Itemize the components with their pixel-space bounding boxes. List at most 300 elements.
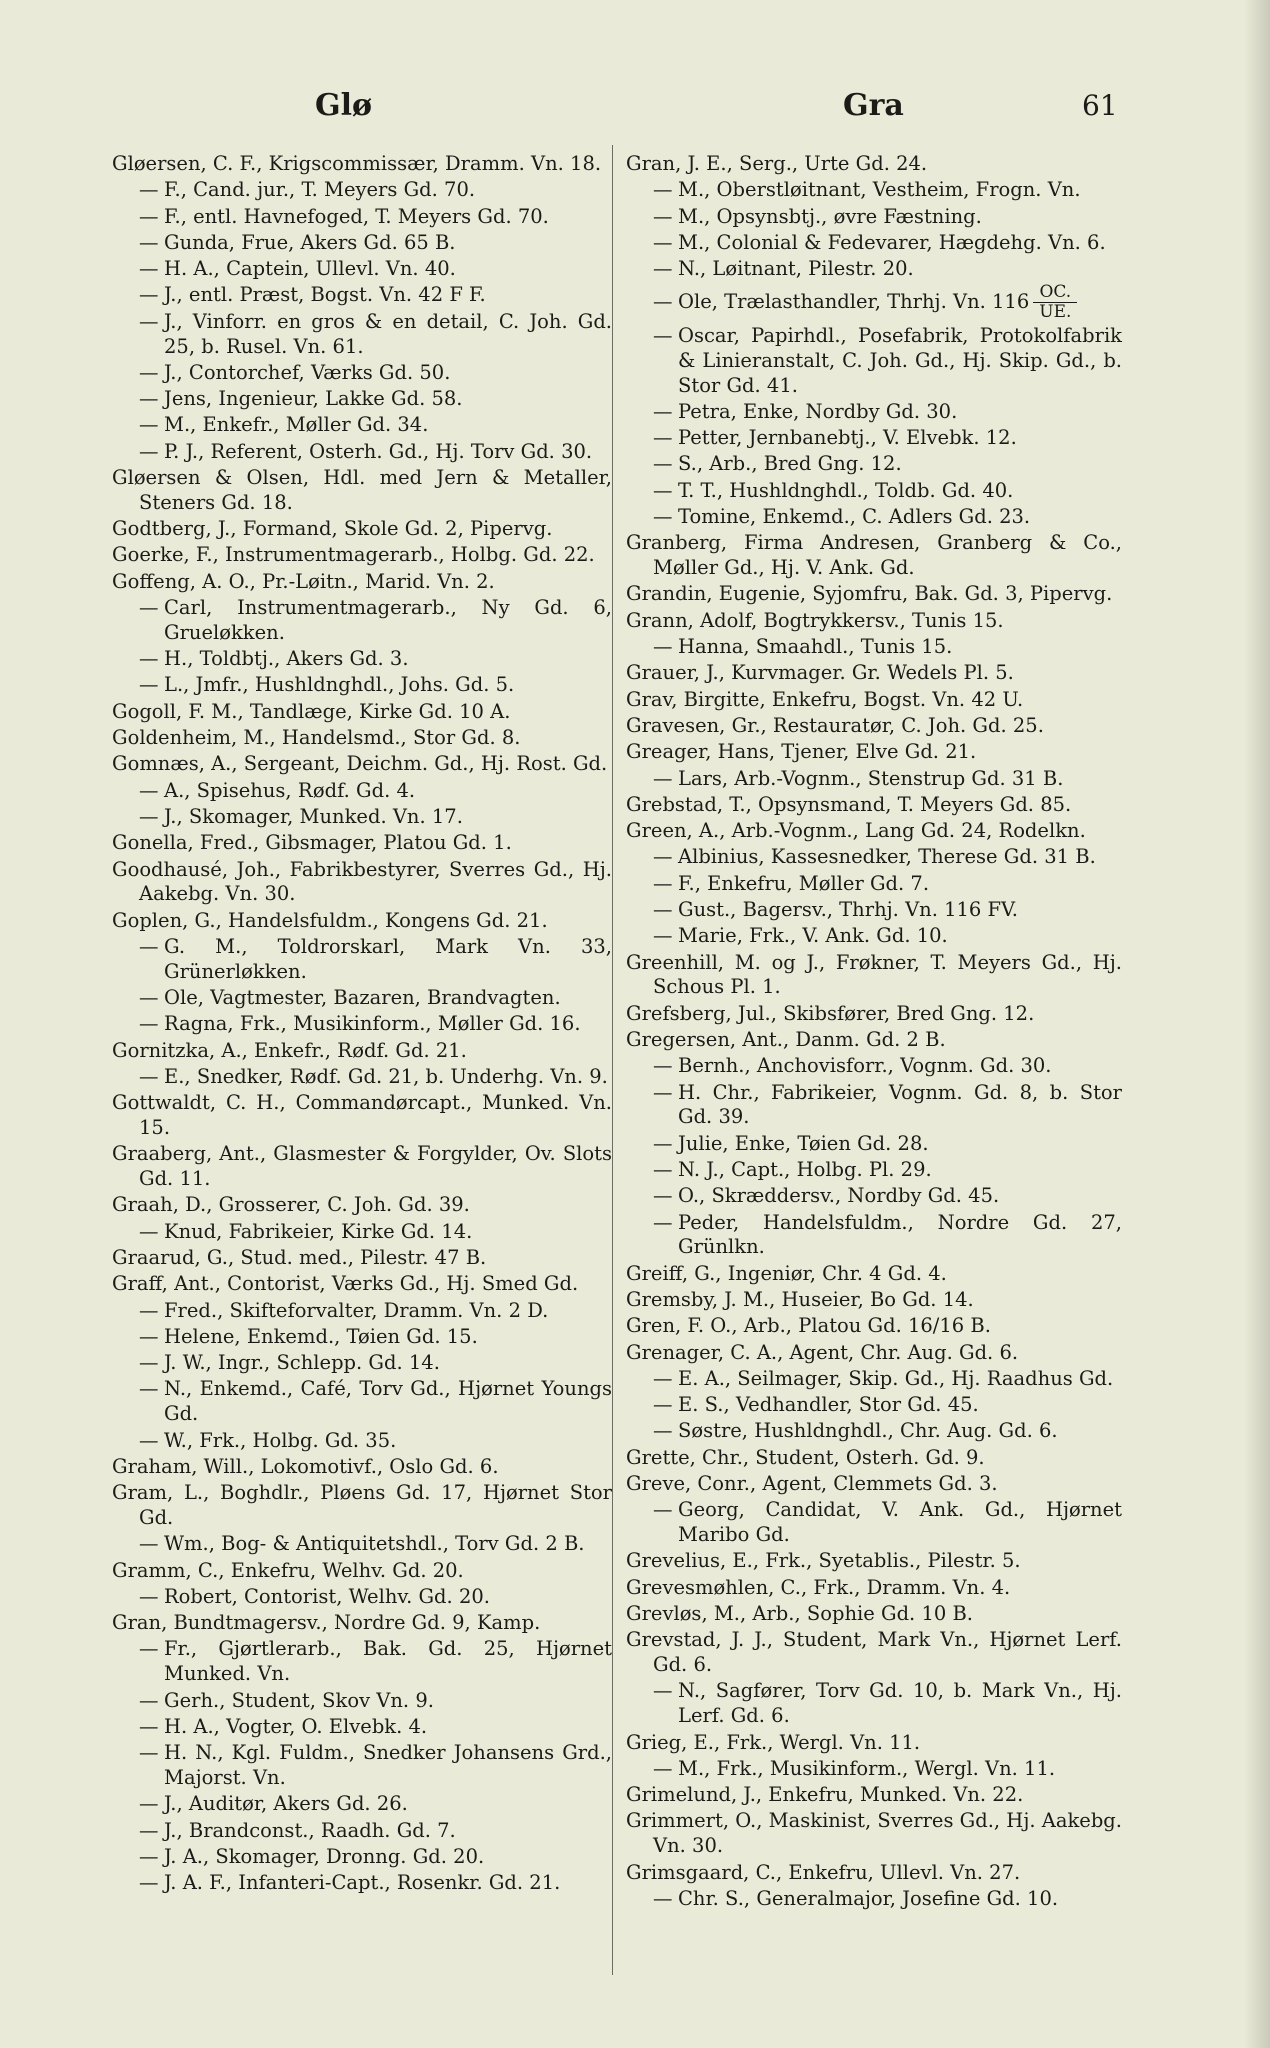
directory-entry [626, 793, 1122, 818]
sub-entry [626, 1887, 1122, 1912]
sub-entry [626, 257, 1122, 282]
directory-entry [112, 1246, 612, 1271]
sub-entry [626, 1679, 1122, 1729]
entry-text: Lars, Arb.-Vognm., Stenstrup Gd. 31 B. [678, 766, 1064, 790]
column-divider [612, 145, 613, 1975]
sub-entry [626, 205, 1122, 230]
sub-entry [626, 283, 1122, 322]
directory-entry [112, 543, 612, 568]
entry-text: L., Jmfr., Hushldnghdl., Johs. Gd. 5. [164, 673, 515, 697]
entry-text: Wm., Bog- & Antiquitetshdl., Torv Gd. 2 B. [164, 1532, 585, 1556]
sub-entry [112, 387, 612, 412]
entry-text: Grimsgaard, C., Enkefru, Ullevl. Vn. 27. [626, 1860, 1021, 1884]
sub-entry [626, 1211, 1122, 1261]
repeat-dash: — [139, 1219, 159, 1243]
repeat-dash: — [653, 505, 673, 529]
repeat-dash: — [139, 204, 159, 228]
entry-text: Greve, Conr., Agent, Clemmets Gd. 3. [626, 1472, 998, 1496]
directory-entry [112, 517, 612, 542]
entry-text: Gust., Bagersv., Thrhj. Vn. 116 FV. [678, 898, 1018, 922]
entry-text: H. N., Kgl. Fuldm., Snedker Johansens Grd., Majorst. Vn. [164, 1741, 612, 1789]
directory-entry [112, 752, 612, 777]
directory-entry [626, 582, 1122, 607]
repeat-dash: — [653, 1419, 673, 1443]
repeat-dash: — [653, 635, 673, 659]
repeat-dash: — [653, 323, 673, 347]
directory-entry [626, 1472, 1122, 1497]
running-head-left: Glø [315, 88, 373, 123]
directory-entry [626, 1731, 1122, 1756]
entry-text: Graff, Ant., Contorist, Værks Gd., Hj. Smed Gd. [112, 1272, 579, 1296]
entry-text: Grevstad, J. J., Student, Mark Vn., Hjørnet Lerf. Gd. 6. [626, 1628, 1122, 1677]
entry-text: Tomine, Enkemd., C. Adlers Gd. 23. [678, 505, 1031, 529]
entry-text: M., Oberstløitnant, Vestheim, Frogn. Vn. [678, 178, 1081, 202]
repeat-dash: — [139, 387, 159, 411]
repeat-dash: — [139, 804, 159, 828]
repeat-dash: — [653, 257, 673, 281]
entry-text: Ole, Vagtmester, Bazaren, Brandvagten. [164, 986, 561, 1009]
directory-entry [626, 1028, 1122, 1053]
sub-entry [112, 779, 612, 804]
entry-text: Gløersen, C. F., Krigscommissær, Dramm. Vn. 18. [112, 152, 602, 175]
entry-text: T. T., Hushldnghdl., Toldb. Gd. 40. [678, 478, 1014, 502]
sub-entry [626, 231, 1122, 256]
entry-text: Julie, Enke, Tøien Gd. 28. [678, 1131, 929, 1155]
entry-text: A., Spisehus, Rødf. Gd. 4. [164, 778, 416, 802]
entry-text: Gomnæs, A., Sergeant, Deichm. Gd., Hj. Rost. Gd. [112, 752, 608, 776]
entry-text: J., entl. Præst, Bogst. Vn. 42 F F. [164, 283, 486, 307]
entry-text: Granberg, Firma Andresen, Granberg & Co., Møller Gd., Hj. V. Ank. Gd. [626, 531, 1122, 580]
sub-entry [112, 1325, 612, 1350]
repeat-dash: — [653, 478, 673, 502]
sub-entry [112, 440, 612, 465]
entry-text: Graah, D., Grosserer, C. Joh. Gd. 39. [112, 1193, 470, 1217]
sub-entry [626, 767, 1122, 792]
entry-text: O., Skræddersv., Nordby Gd. 45. [678, 1184, 1000, 1208]
sub-entry [626, 400, 1122, 425]
entry-text: Grevesmøhlen, C., Frk., Dramm. Vn. 4. [626, 1575, 1011, 1599]
sub-entry [112, 310, 612, 360]
entry-text: Greager, Hans, Tjener, Elve Gd. 21. [626, 740, 977, 764]
directory-entry [112, 700, 612, 725]
entry-text: Grebstad, T., Opsynsmand, T. Meyers Gd. 85. [626, 792, 1072, 816]
entry-text: Grandin, Eugenie, Syjomfru, Bak. Gd. 3, Pipervg. [626, 582, 1113, 606]
sub-entry [112, 1792, 612, 1817]
entry-text: Godtberg, J., Formand, Skole Gd. 2, Pipervg. [112, 517, 553, 541]
entry-text: Gonella, Fred., Gibsmager, Platou Gd. 1. [112, 831, 512, 855]
fraction-denominator: UE. [1039, 302, 1072, 323]
entry-text: S., Arb., Bred Gng. 12. [678, 452, 902, 476]
entry-text: F., Enkefru, Møller Gd. 7. [678, 871, 930, 895]
sub-entry [112, 1637, 612, 1687]
repeat-dash: — [653, 845, 673, 869]
entry-text: E., Snedker, Rødf. Gd. 21, b. Underhg. Vn. 9. [164, 1064, 608, 1088]
entry-text: Gravesen, Gr., Restauratør, C. Joh. Gd. 25. [626, 713, 1044, 737]
repeat-dash: — [653, 1886, 673, 1910]
entry-text: H. Chr., Fabrikeier, Vognm. Gd. 8, b. Stor Gd. 39. [678, 1080, 1122, 1129]
directory-entry [112, 466, 612, 516]
directory-entry [626, 688, 1122, 713]
sub-entry [112, 1741, 612, 1791]
sub-entry [626, 1419, 1122, 1444]
entry-text: Robert, Contorist, Welhv. Gd. 20. [164, 1584, 490, 1608]
directory-entry [626, 1628, 1122, 1678]
repeat-dash: — [139, 1298, 159, 1322]
repeat-dash: — [139, 1792, 159, 1816]
directory-entry [112, 909, 612, 934]
repeat-dash: — [653, 290, 673, 314]
entry-text: Goldenheim, M., Handelsmd., Stor Gd. 8. [112, 726, 521, 750]
directory-entry [626, 609, 1122, 634]
sub-entry [112, 1819, 612, 1844]
entry-text: Knud, Fabrikeier, Kirke Gd. 14. [164, 1219, 473, 1243]
repeat-dash: — [139, 986, 159, 1009]
entry-text: J. W., Ingr., Schlepp. Gd. 14. [164, 1351, 440, 1375]
directory-entry [112, 1091, 612, 1141]
entry-text: Grav, Birgitte, Enkefru, Bogst. Vn. 42 U. [626, 687, 1024, 711]
repeat-dash: — [139, 1741, 159, 1765]
sub-entry [112, 935, 612, 985]
entry-text: N., Løitnant, Pilestr. 20. [678, 257, 914, 281]
entry-text: Carl, Instrumentmagerarb., Ny Gd. 6, Grueløkken. [164, 596, 612, 644]
directory-entry [112, 1611, 612, 1636]
entry-text: E. S., Vedhandler, Stor Gd. 45. [678, 1393, 979, 1417]
entry-text: Fr., Gjørtlerarb., Bak. Gd. 25, Hjørnet Munked. Vn. [164, 1637, 612, 1686]
sub-entry [112, 205, 612, 230]
entry-text: Søstre, Hushldnghdl., Chr. Aug. Gd. 6. [678, 1419, 1058, 1443]
directory-entry [112, 831, 612, 856]
repeat-dash: — [139, 439, 159, 463]
repeat-dash: — [653, 1393, 673, 1417]
sub-entry [112, 1377, 612, 1427]
repeat-dash: — [139, 360, 159, 384]
directory-entry [626, 1002, 1122, 1027]
entry-text: Gunda, Frue, Akers Gd. 65 B. [164, 230, 456, 254]
directory-entry [626, 1576, 1122, 1601]
repeat-dash: — [139, 309, 159, 333]
directory-entry [626, 714, 1122, 739]
entry-text: Grette, Chr., Student, Osterh. Gd. 9. [626, 1445, 985, 1469]
directory-entry [626, 951, 1122, 1001]
entry-text: H. A., Vogter, O. Elvebk. 4. [164, 1714, 428, 1738]
directory-entry [626, 1446, 1122, 1471]
entry-text: Gram, L., Boghdlr., Pløens Gd. 17, Hjørnet Stor Gd. [112, 1481, 612, 1529]
repeat-dash: — [653, 1366, 673, 1390]
entry-text: Georg, Candidat, V. Ank. Gd., Hjørnet Maribo Gd. [678, 1498, 1122, 1547]
entry-text: J., Contorchef, Værks Gd. 50. [164, 360, 451, 384]
entry-text: Hanna, Smaahdl., Tunis 15. [678, 635, 953, 659]
repeat-dash: — [653, 204, 673, 228]
left-column [112, 152, 612, 1897]
entry-text: M., Frk., Musikinform., Wergl. Vn. 11. [678, 1756, 1056, 1780]
sub-entry [626, 1757, 1122, 1782]
sub-entry [626, 178, 1122, 203]
entry-text: Graaberg, Ant., Glasmester & Forgylder, Ov. Slots Gd. 11. [112, 1142, 612, 1191]
directory-entry [626, 1783, 1122, 1808]
sub-entry [626, 1367, 1122, 1392]
entry-text: Greiff, G., Ingeniør, Chr. 4 Gd. 4. [626, 1261, 947, 1285]
entry-text: N. J., Capt., Holbg. Pl. 29. [678, 1157, 932, 1181]
entry-text: J. A. F., Infanteri-Capt., Rosenkr. Gd. 21. [164, 1871, 561, 1895]
entry-text: M., Opsynsbtj., øvre Fæstning. [678, 204, 982, 228]
repeat-dash: — [139, 1818, 159, 1842]
sub-entry [626, 898, 1122, 923]
entry-text: F., entl. Havnefoged, T. Meyers Gd. 70. [164, 204, 549, 228]
entry-text: Grimelund, J., Enkefru, Munked. Vn. 22. [626, 1783, 1024, 1807]
entry-text: Chr. S., Generalmajor, Josefine Gd. 10. [678, 1886, 1059, 1910]
repeat-dash: — [139, 1637, 159, 1661]
repeat-dash: — [139, 673, 159, 697]
sub-entry [112, 257, 612, 282]
sub-entry [626, 505, 1122, 530]
repeat-dash: — [139, 1012, 159, 1036]
sub-entry [626, 1158, 1122, 1183]
repeat-dash: — [653, 230, 673, 254]
repeat-dash: — [139, 1324, 159, 1348]
entry-text: Albinius, Kassesnedker, Therese Gd. 31 B. [678, 845, 1096, 869]
sub-entry [626, 1132, 1122, 1157]
repeat-dash: — [139, 1714, 159, 1738]
entry-text: Grimmert, O., Maskinist, Sverres Gd., Hj. Aakebg. Vn. 30. [626, 1809, 1122, 1858]
repeat-dash: — [139, 1377, 159, 1401]
entry-text: Gogoll, F. M., Tandlæge, Kirke Gd. 10 A. [112, 699, 511, 723]
sub-entry [112, 673, 612, 698]
entry-text: Graarud, G., Stud. med., Pilestr. 47 B. [112, 1245, 487, 1269]
repeat-dash: — [139, 1584, 159, 1608]
repeat-dash: — [653, 426, 673, 450]
entry-text: Gornitzka, A., Enkefr., Rødf. Gd. 21. [112, 1038, 467, 1062]
sub-entry [112, 1065, 612, 1090]
repeat-dash: — [139, 1688, 159, 1712]
directory-entry [626, 740, 1122, 765]
repeat-dash: — [139, 1064, 159, 1088]
repeat-dash: — [139, 230, 159, 254]
sub-entry [112, 1845, 612, 1870]
repeat-dash: — [653, 1080, 673, 1104]
entry-text: Gramm, C., Enkefru, Welhv. Gd. 20. [112, 1558, 464, 1582]
entry-text: Grauer, J., Kurvmager. Gr. Wedels Pl. 5. [626, 661, 1014, 685]
repeat-dash: — [653, 1157, 673, 1181]
repeat-dash: — [139, 1351, 159, 1375]
repeat-dash: — [139, 934, 159, 958]
sub-entry [626, 1184, 1122, 1209]
entry-text: Helene, Enkemd., Tøien Gd. 15. [164, 1324, 478, 1348]
repeat-dash: — [139, 647, 159, 671]
entry-text: W., Frk., Holbg. Gd. 35. [164, 1428, 397, 1452]
entry-text: Goerke, F., Instrumentmagerarb., Holbg. Gd. 22. [112, 543, 595, 567]
entry-text: Petter, Jernbanebtj., V. Elvebk. 12. [678, 426, 1017, 450]
directory-entry [626, 1549, 1122, 1574]
repeat-dash: — [653, 766, 673, 790]
sub-entry [626, 479, 1122, 504]
repeat-dash: — [653, 924, 673, 948]
sub-entry [626, 1054, 1122, 1079]
sub-entry [112, 647, 612, 672]
directory-entry [626, 1314, 1122, 1339]
entry-text: J., Skomager, Munked. Vn. 17. [164, 804, 463, 828]
entry-text: Gottwaldt, C. H., Commandørcapt., Munked. Vn. 15. [112, 1091, 612, 1139]
directory-entry [626, 1861, 1122, 1886]
repeat-dash: — [653, 1498, 673, 1522]
repeat-dash: — [653, 1210, 673, 1234]
sub-entry [626, 872, 1122, 897]
directory-entry [626, 1262, 1122, 1287]
sub-entry [626, 324, 1122, 398]
entry-text: Grevløs, M., Arb., Sophie Gd. 10 B. [626, 1602, 973, 1626]
directory-entry [626, 152, 1122, 177]
sub-entry [112, 1715, 612, 1740]
entry-text: Bernh., Anchovisforr., Vognm. Gd. 30. [678, 1054, 1052, 1078]
repeat-dash: — [653, 399, 673, 423]
directory-entry [112, 570, 612, 595]
page-number: 61 [1082, 89, 1118, 122]
entry-text: Gremsby, J. M., Huseier, Bo Gd. 14. [626, 1287, 974, 1311]
sub-entry [112, 1012, 612, 1037]
sub-entry [112, 986, 612, 1011]
sub-entry [112, 1299, 612, 1324]
sub-entry [112, 596, 612, 646]
directory-entry [626, 1602, 1122, 1627]
sub-entry [626, 452, 1122, 477]
entry-text: J., Brandconst., Raadh. Gd. 7. [164, 1818, 456, 1842]
directory-entry [626, 1341, 1122, 1366]
repeat-dash: — [653, 898, 673, 922]
entry-text: Oscar, Papirhdl., Posefabrik, Protokolfabrik & Linieranstalt, C. Joh. Gd., Hj. Skip. Gd., b. Stor Gd. 41. [678, 323, 1122, 397]
sub-entry [626, 845, 1122, 870]
sub-entry [626, 1498, 1122, 1548]
entry-text: Marie, Frk., V. Ank. Gd. 10. [678, 924, 948, 948]
directory-entry [112, 726, 612, 751]
entry-text: Gregersen, Ant., Danm. Gd. 2 B. [626, 1028, 946, 1051]
sub-entry [112, 1429, 612, 1454]
entry-text: Gren, F. O., Arb., Platou Gd. 16/16 B. [626, 1314, 991, 1338]
directory-entry [112, 1455, 612, 1480]
entry-text: Ragna, Frk., Musikinform., Møller Gd. 16. [164, 1012, 581, 1036]
directory-entry [112, 1481, 612, 1531]
sub-entry [112, 413, 612, 438]
sub-entry [112, 1220, 612, 1245]
repeat-dash: — [653, 871, 673, 895]
repeat-dash: — [653, 1679, 673, 1703]
entry-text: J., Vinforr. en gros & en detail, C. Joh. Gd. 25, b. Rusel. Vn. 61. [164, 309, 612, 358]
repeat-dash: — [139, 778, 159, 802]
entry-text: H. A., Captein, Ullevl. Vn. 40. [164, 257, 456, 281]
sub-entry [626, 1081, 1122, 1131]
entry-text: M., Colonial & Fedevarer, Hægdehg. Vn. 6. [678, 230, 1106, 254]
repeat-dash: — [139, 1844, 159, 1868]
directory-entry [112, 1039, 612, 1064]
sub-entry [112, 361, 612, 386]
entry-text: M., Enkefr., Møller Gd. 34. [164, 413, 429, 437]
repeat-dash: — [653, 1131, 673, 1155]
directory-entry [112, 1193, 612, 1218]
directory-entry [112, 1142, 612, 1192]
repeat-dash: — [653, 452, 673, 476]
entry-text: Gløersen & Olsen, Hdl. med Jern & Metaller, Steners Gd. 18. [112, 466, 612, 514]
entry-text: Grann, Adolf, Bogtrykkersv., Tunis 15. [626, 608, 1004, 632]
sub-entry [626, 1393, 1122, 1418]
directory-entry [626, 531, 1122, 581]
entry-text: N., Enkemd., Café, Torv Gd., Hjørnet Youngs Gd. [164, 1377, 612, 1426]
repeat-dash: — [653, 1184, 673, 1208]
directory-entry [626, 1288, 1122, 1313]
entry-text: G. M., Toldrorskarl, Mark Vn. 33, Grünerløkken. [164, 934, 612, 983]
entry-text: Grefsberg, Jul., Skibsfører, Bred Gng. 12. [626, 1001, 1035, 1025]
sub-entry [112, 805, 612, 830]
entry-text: Grenager, C. A., Agent, Chr. Aug. Gd. 6. [626, 1340, 1019, 1364]
entry-text: Fred., Skifteforvalter, Dramm. Vn. 2 D. [164, 1298, 549, 1322]
sub-entry [626, 426, 1122, 451]
entry-text: Ole, Trælasthandler, Thrhj. Vn. 116 [678, 290, 1030, 314]
entry-text: Greenhill, M. og J., Frøkner, T. Meyers Gd., Hj. Schous Pl. 1. [626, 950, 1122, 999]
right-column [626, 152, 1122, 1913]
directory-entry [626, 1809, 1122, 1859]
directory-entry [112, 1559, 612, 1584]
entry-text: E. A., Seilmager, Skip. Gd., Hj. Raadhus Gd. [678, 1366, 1114, 1390]
address-fraction [1033, 283, 1077, 322]
sub-entry [112, 1871, 612, 1896]
sub-entry [626, 635, 1122, 660]
entry-text: Gran, Bundtmagersv., Nordre Gd. 9, Kamp. [112, 1611, 541, 1635]
entry-text: Jens, Ingenieur, Lakke Gd. 58. [164, 387, 463, 411]
repeat-dash: — [139, 1428, 159, 1452]
entry-text: Goodhausé, Joh., Fabrikbestyrer, Sverres Gd., Hj. Aakebg. Vn. 30. [112, 857, 612, 906]
entry-text: J. A., Skomager, Dronng. Gd. 20. [164, 1844, 485, 1868]
entry-text: Gran, J. E., Serg., Urte Gd. 24. [626, 152, 928, 175]
sub-entry [112, 178, 612, 203]
repeat-dash: — [653, 178, 673, 202]
repeat-dash: — [139, 178, 159, 202]
entry-text: Green, A., Arb.-Vognm., Lang Gd. 24, Rodelkn. [626, 819, 1086, 843]
fraction-numerator: OC. [1033, 283, 1077, 303]
sub-entry [626, 924, 1122, 949]
repeat-dash: — [139, 413, 159, 437]
entry-text: J., Auditør, Akers Gd. 26. [164, 1792, 408, 1816]
repeat-dash: — [139, 596, 159, 620]
entry-text: Grieg, E., Frk., Wergl. Vn. 11. [626, 1730, 921, 1754]
sub-entry [112, 1532, 612, 1557]
sub-entry [112, 1585, 612, 1610]
directory-entry [112, 152, 612, 177]
entry-text: Goffeng, A. O., Pr.-Løitn., Marid. Vn. 2. [112, 569, 495, 593]
directory-entry [112, 858, 612, 908]
directory-entry [626, 819, 1122, 844]
entry-text: Goplen, G., Handelsfuldm., Kongens Gd. 21. [112, 908, 548, 932]
entry-text: Graham, Will., Lokomotivf., Oslo Gd. 6. [112, 1454, 499, 1478]
entry-text: Gerh., Student, Skov Vn. 9. [164, 1688, 434, 1712]
entry-text: Petra, Enke, Nordby Gd. 30. [678, 399, 958, 423]
sub-entry [112, 231, 612, 256]
running-head-right: Gra [843, 88, 904, 123]
entry-text: H., Toldbtj., Akers Gd. 3. [164, 647, 409, 671]
repeat-dash: — [139, 283, 159, 307]
entry-text: N., Sagfører, Torv Gd. 10, b. Mark Vn., Hj. Lerf. Gd. 6. [678, 1679, 1122, 1728]
repeat-dash: — [139, 1532, 159, 1556]
sub-entry [112, 1689, 612, 1714]
entry-text: Grevelius, E., Frk., Syetablis., Pilestr. 5. [626, 1549, 1021, 1573]
page-header [0, 86, 1270, 130]
entry-text: P. J., Referent, Osterh. Gd., Hj. Torv Gd. 30. [164, 439, 593, 463]
repeat-dash: — [653, 1756, 673, 1780]
directory-entry [112, 1272, 612, 1297]
repeat-dash: — [139, 257, 159, 281]
sub-entry [112, 1351, 612, 1376]
entry-text: F., Cand. jur., T. Meyers Gd. 70. [164, 178, 476, 202]
sub-entry [112, 283, 612, 308]
entry-text: Peder, Handelsfuldm., Nordre Gd. 27, Grünlkn. [678, 1210, 1122, 1259]
directory-entry [626, 661, 1122, 686]
repeat-dash: — [653, 1054, 673, 1078]
